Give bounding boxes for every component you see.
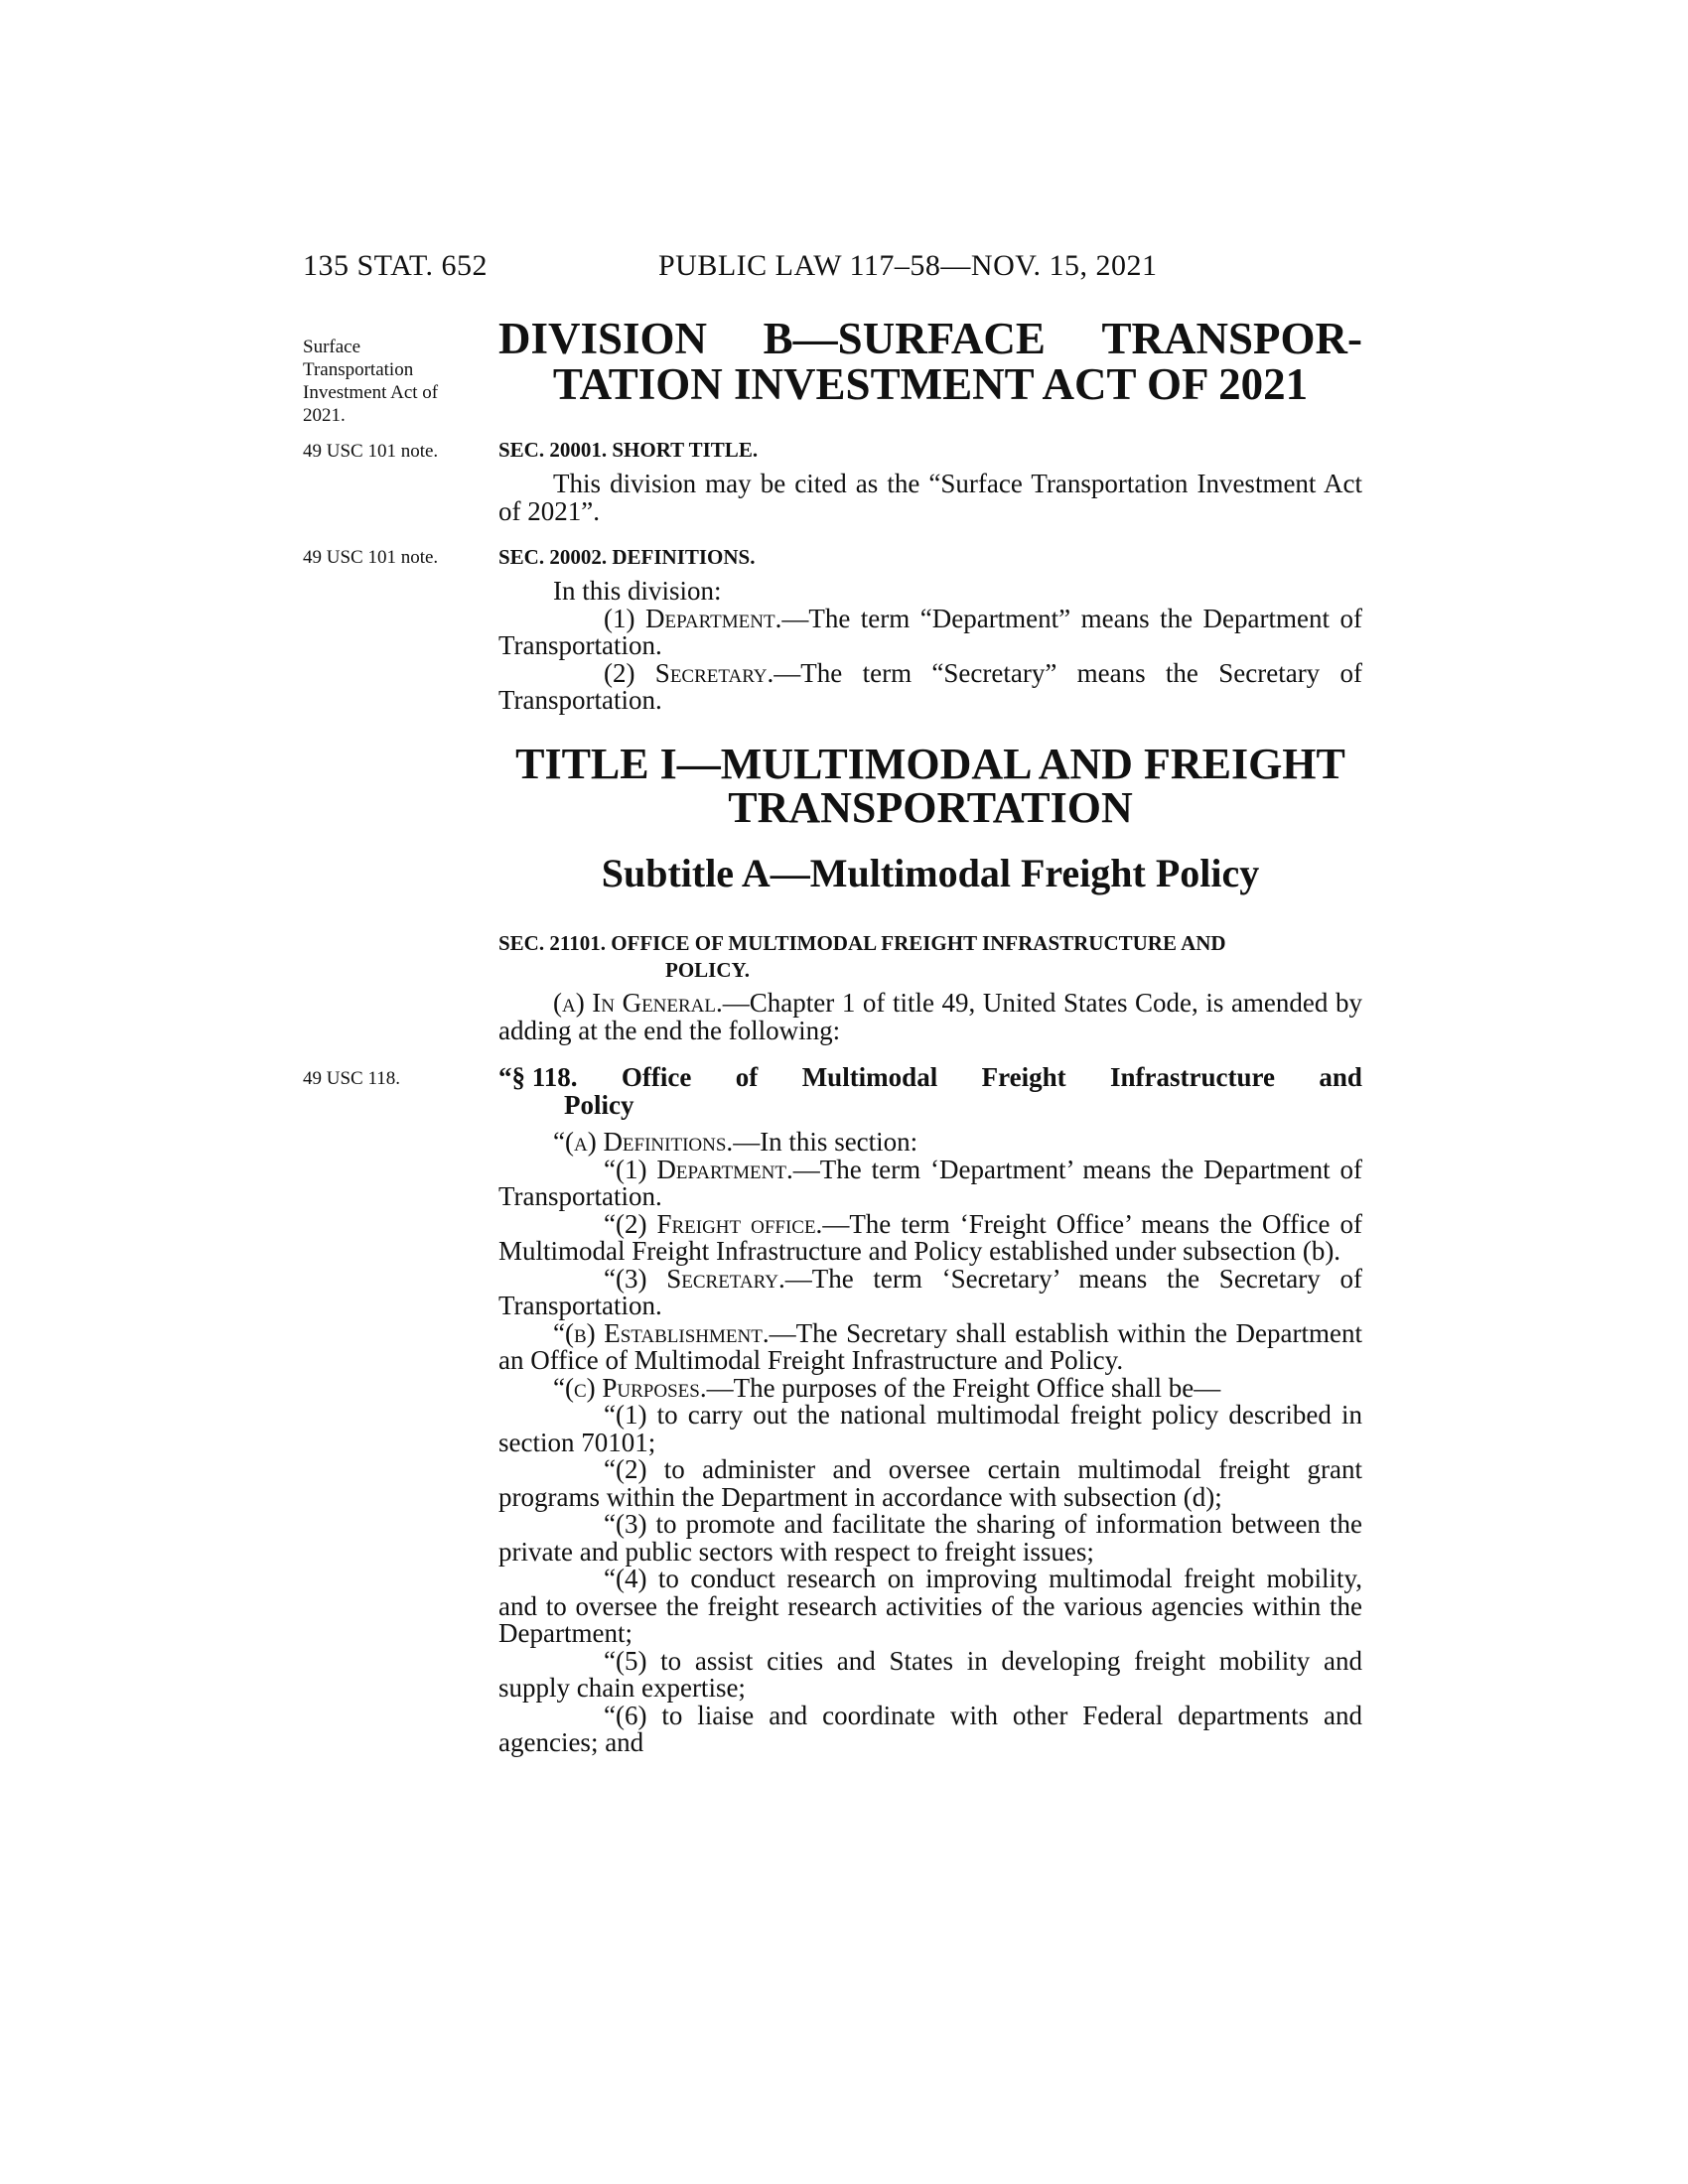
division-title-word: TRANSPOR- — [1101, 314, 1362, 363]
definition-department — [498, 603, 1362, 660]
public-law-citation: PUBLIC LAW 117–58—NOV. 15, 2021 — [658, 249, 1158, 282]
paragraph-text: —The term ‘Secretary’ means the Secretary of Transportation. — [498, 1263, 1362, 1320]
title-heading-line1: TITLE I—MULTIMODAL AND FREIGHT — [515, 740, 1345, 788]
heading-line2: Policy — [564, 1089, 634, 1120]
section-heading-line1: SEC. 21101. OFFICE OF MULTIMODAL FREIGHT INFRASTRUCTURE AND — [498, 931, 1226, 955]
division-title-word: DIVISION — [498, 314, 708, 363]
subsection-text: —The purposes of the Freight Office shall be— — [706, 1372, 1221, 1403]
section-heading-line2: POLICY. — [665, 958, 750, 982]
section-118-heading — [498, 1064, 1362, 1119]
margin-note-division: Surface Transportation Investment Act of 2021. — [303, 337, 439, 426]
margin-note-sec20002: 49 USC 101 note. — [303, 547, 439, 568]
title-heading — [498, 740, 1362, 832]
subsection-term: “(b) Establishment. — [553, 1317, 770, 1348]
subsection-text: —The Secretary shall establish within the Department an Office of Multimodal Freight Infrastructure and Policy. — [498, 1317, 1362, 1375]
subsection-term: (a) In General. — [553, 988, 723, 1018]
margin-note-sec118: 49 USC 118. — [303, 1068, 401, 1089]
heading-word: “§ 118. — [498, 1062, 578, 1092]
paragraph-a1 — [498, 1154, 1362, 1211]
subsection-text: —Chapter 1 of title 49, United States Code, is amended by adding at the end the following: — [498, 988, 1362, 1045]
definitions-intro: In this division: — [553, 576, 722, 606]
subtitle-heading: Subtitle A—Multimodal Freight Policy — [601, 851, 1260, 895]
purpose-item: “(2) to administer and oversee certain multimodal freight grant programs within the Department in accordance with subsection (d); — [498, 1454, 1362, 1512]
subsection-a-general — [498, 990, 1362, 1044]
purpose-item: “(3) to promote and facilitate the sharing of information between the private and public sectors with respect to freight issues; — [498, 1509, 1362, 1567]
section-heading-20002: SEC. 20002. DEFINITIONS. — [498, 545, 756, 569]
margin-note-sec20001: 49 USC 101 note. — [303, 441, 439, 462]
subsection-term: “(a) Definitions. — [553, 1127, 734, 1157]
section-text-20001 — [498, 471, 1362, 525]
purpose-item: “(5) to assist cities and States in developing freight mobility and supply chain expertise; — [498, 1645, 1362, 1703]
heading-word: Office — [621, 1062, 692, 1092]
division-title-word: B—SURFACE — [763, 314, 1046, 363]
definition-term: (2) Secretary. — [604, 657, 774, 688]
heading-word: Multimodal — [801, 1062, 938, 1092]
paragraph-text: —The term ‘Department’ means the Department of Transportation. — [498, 1154, 1362, 1211]
purpose-item: “(6) to liaise and coordinate with other Federal departments and agencies; and — [498, 1700, 1362, 1757]
heading-word: Freight — [981, 1062, 1066, 1092]
section-text-20002 — [498, 578, 1362, 715]
section-heading-21101 — [498, 930, 1362, 984]
paragraph-text: —The term ‘Freight Office’ means the Office of Multimodal Freight Infrastructure and Policy established under subsection (b). — [498, 1208, 1362, 1266]
purpose-item: “(4) to conduct research on improving multimodal freight mobility, and to oversee the freight research activities of the various agencies within the Department; — [498, 1564, 1362, 1648]
stat-citation: 135 STAT. 652 — [303, 249, 489, 282]
subsection-c-purposes — [498, 1372, 1362, 1403]
subsection-b-establishment — [498, 1317, 1362, 1375]
paragraph-term: “(3) Secretary. — [604, 1263, 785, 1294]
heading-word: of — [735, 1062, 759, 1092]
section-heading-20001: SEC. 20001. SHORT TITLE. — [498, 438, 759, 462]
definition-secretary — [498, 657, 1362, 715]
subsection-term: “(c) Purposes. — [553, 1372, 707, 1403]
division-title — [498, 316, 1362, 407]
definition-term: (1) Department. — [604, 603, 782, 633]
heading-word: Infrastructure — [1110, 1062, 1275, 1092]
definition-text: —The term “Department” means the Department of Transportation. — [498, 603, 1362, 660]
subsection-text: —In this section: — [733, 1127, 918, 1157]
heading-word: and — [1319, 1062, 1362, 1092]
purpose-item: “(1) to carry out the national multimodal freight policy described in section 70101; — [498, 1400, 1362, 1457]
running-header — [303, 246, 1362, 286]
definition-text: —The term “Secretary” means the Secretary of Transportation. — [498, 657, 1362, 715]
title-heading-line2: TRANSPORTATION — [728, 783, 1133, 832]
division-title-line2: TATION INVESTMENT ACT OF 2021 — [552, 359, 1309, 409]
section-text-21101 — [498, 990, 1362, 1044]
subsection-a-definitions — [498, 1129, 1362, 1157]
paragraph-term: “(1) Department. — [604, 1154, 793, 1184]
paragraph-a2 — [498, 1208, 1362, 1266]
paragraph-term: “(2) Freight office. — [604, 1208, 823, 1239]
paragraph-a3 — [498, 1263, 1362, 1320]
section-118-body — [498, 1129, 1362, 1757]
short-title-text: This division may be cited as the “Surface Transportation Investment Act of 2021”. — [498, 469, 1362, 526]
